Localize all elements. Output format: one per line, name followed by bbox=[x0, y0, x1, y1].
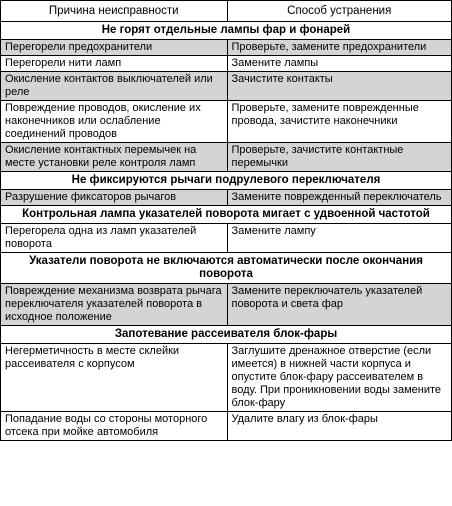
cause-cell: Перегорела одна из ламп указателей поворота bbox=[1, 224, 227, 253]
section-heading-row bbox=[1, 326, 451, 344]
cause-cell: Окисление контактных перемычек на месте установки реле контроля ламп bbox=[1, 143, 227, 172]
section-title: Контрольная лампа указателей поворота мигает с удвоенной частотой bbox=[1, 206, 451, 224]
section-title: Не горят отдельные лампы фар и фонарей bbox=[1, 22, 451, 40]
table-row bbox=[1, 412, 451, 441]
section-heading-row bbox=[1, 22, 451, 40]
table-row bbox=[1, 72, 451, 101]
cause-cell: Окисление контактов выключателей или реле bbox=[1, 72, 227, 101]
table-row bbox=[1, 344, 451, 412]
remedy-cell: Замените поврежденный переключатель bbox=[227, 190, 451, 206]
remedy-cell: Замените переключатель указателей поворота и света фар bbox=[227, 284, 451, 326]
section-title: Не фиксируются рычаги подрулевого переключателя bbox=[1, 172, 451, 190]
remedy-cell: Замените лампы bbox=[227, 56, 451, 72]
header-remedy: Способ устранения bbox=[227, 1, 451, 22]
section-heading-row bbox=[1, 172, 451, 190]
remedy-cell: Заглушите дренажное отверстие (если имеется) в нижней части корпуса и опустите блок-фару рассеивателем в воду. При проникновении воды замените блок-фару bbox=[227, 344, 451, 412]
cause-cell: Попадание воды со стороны моторного отсека при мойке автомобиля bbox=[1, 412, 227, 441]
cause-cell: Перегорели нити ламп bbox=[1, 56, 227, 72]
cause-cell: Перегорели предохранители bbox=[1, 40, 227, 56]
section-title: Указатели поворота не включаются автоматически после окончания поворота bbox=[1, 253, 451, 284]
remedy-cell: Проверьте, замените предохранители bbox=[227, 40, 451, 56]
cause-cell: Негерметичность в месте склейки рассеивателя с корпусом bbox=[1, 344, 227, 412]
cause-cell: Разрушение фиксаторов рычагов bbox=[1, 190, 227, 206]
remedy-cell: Проверьте, замените поврежденные провода, зачистите наконечники bbox=[227, 101, 451, 143]
table-row bbox=[1, 56, 451, 72]
section-title: Запотевание рассеивателя блок-фары bbox=[1, 326, 451, 344]
table-row bbox=[1, 190, 451, 206]
remedy-cell: Замените лампу bbox=[227, 224, 451, 253]
troubleshooting-table bbox=[1, 1, 451, 440]
section-heading-row bbox=[1, 206, 451, 224]
table-row bbox=[1, 40, 451, 56]
cause-cell: Повреждение проводов, окисление их наконечников или ослабление соединений проводов bbox=[1, 101, 227, 143]
table-header-row bbox=[1, 1, 451, 22]
table-row bbox=[1, 143, 451, 172]
remedy-cell: Проверьте, зачистите контактные перемычки bbox=[227, 143, 451, 172]
cause-cell: Повреждение механизма возврата рычага переключателя указателей поворота в исходное положение bbox=[1, 284, 227, 326]
remedy-cell: Удалите влагу из блок-фары bbox=[231, 413, 378, 425]
table-row bbox=[1, 224, 451, 253]
header-cause: Причина неисправности bbox=[1, 1, 227, 22]
remedy-cell: Зачистите контакты bbox=[227, 72, 451, 101]
table-row bbox=[1, 101, 451, 143]
table-row bbox=[1, 284, 451, 326]
section-heading-row bbox=[1, 253, 451, 284]
